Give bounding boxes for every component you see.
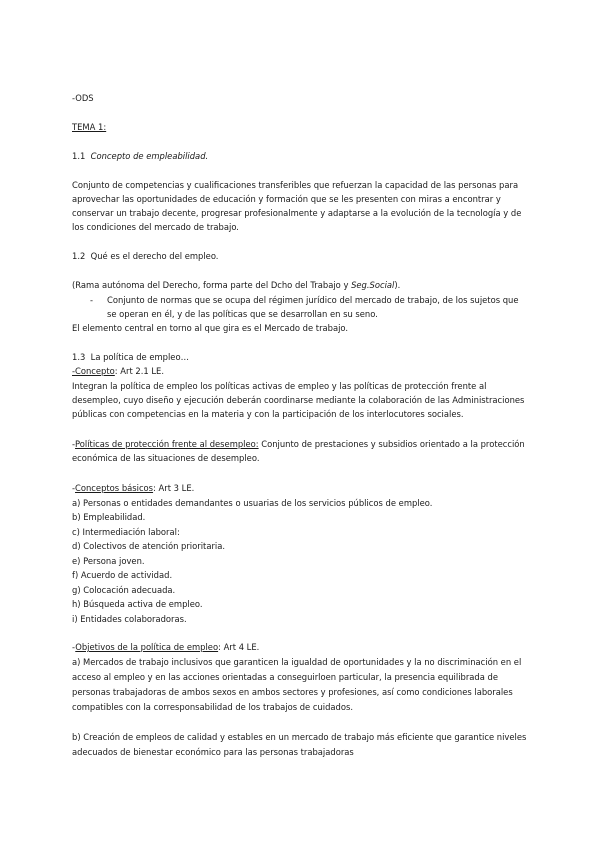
list-item: e) Persona joven. xyxy=(72,556,145,566)
text-run: : Art 4 LE. xyxy=(218,642,260,652)
heading-text: Qué es el derecho del empleo. xyxy=(90,251,219,261)
bullet-dash: - xyxy=(90,295,94,305)
concepto-line xyxy=(72,365,532,378)
list-item: c) Intermediación laboral: xyxy=(72,527,180,537)
list-item: d) Colectivos de atención prioritaria. xyxy=(72,541,226,551)
concepto-ref: : Art 2.1 LE. xyxy=(114,366,164,376)
paragraph-line: Conjunto de competencias y cualificaciones transferibles que refuerzan la capacidad de las personas para xyxy=(72,180,519,190)
paragraph-line: conservar un trabajo decente, progresar profesionalmente y adaptarse a la evolución de la tecnología y de xyxy=(72,208,522,218)
text-run: (Rama autónoma del Derecho, forma parte del Dcho del Trabajo y xyxy=(72,280,352,290)
heading-1-2 xyxy=(72,250,532,263)
text-run: - xyxy=(72,439,76,449)
paragraph-line: El elemento central en torno al que gira es el Mercado de trabajo. xyxy=(72,323,349,333)
heading-text: Concepto de empleabilidad. xyxy=(90,151,209,161)
list-item: g) Colocación adecuada. xyxy=(72,585,176,595)
bullet-line: Conjunto de normas que se ocupa del régimen jurídico del mercado de trabajo, de los sujetos que xyxy=(107,295,519,305)
conceptos-basicos-line xyxy=(72,482,532,495)
paragraph-line xyxy=(72,279,532,292)
objetivos-line xyxy=(72,641,532,654)
text-run: - xyxy=(72,483,76,493)
heading-number: 1.1 xyxy=(72,151,86,161)
paragraph-line: acceso al empleo y en las acciones orientadas a conseguirloen particular, la presencia equilibrada de xyxy=(72,672,498,682)
text-run: - xyxy=(72,642,76,652)
paragraph-line: desempleo, cuyo diseño y ejecución deberán coordinarse mediante la colaboración de las Administraciones xyxy=(72,395,525,405)
ods-label: -ODS xyxy=(72,93,94,103)
list-item: i) Entidades colaboradoras. xyxy=(72,614,187,624)
list-item: h) Búsqueda activa de empleo. xyxy=(72,599,203,609)
text-run: ). xyxy=(394,280,401,290)
paragraph-line: aprovechar las oportunidades de educación y formación que se les presenten con miras a encontrar y xyxy=(72,194,501,204)
text-run: : Art 3 LE. xyxy=(153,483,195,493)
heading-1-1 xyxy=(72,150,532,163)
concepto-label: -Concepto xyxy=(72,366,115,376)
proteccion-line xyxy=(72,438,532,451)
heading-text: La política de empleo… xyxy=(90,352,189,362)
list-item: a) Personas o entidades demandantes o usuarias de los servicios públicos de empleo. xyxy=(72,498,433,508)
heading-number: 1.2 xyxy=(72,251,86,261)
list-item: f) Acuerdo de actividad. xyxy=(72,570,173,580)
paragraph-line: adecuados de bienestar económico para las personas trabajadoras xyxy=(72,747,354,757)
bullet-line: se operan en él, y de las políticas que se desarrollan en su seno. xyxy=(107,309,378,319)
heading-1-3 xyxy=(72,351,532,364)
proteccion-label: Políticas de protección frente al desempleo: xyxy=(75,439,259,449)
paragraph-line: públicas con competencias en la materia y con la participación de los interlocutores sociales. xyxy=(72,409,464,419)
paragraph-line: Integran la política de empleo los políticas activas de empleo y las políticas de protección frente al xyxy=(72,381,487,391)
text-run: Conjunto de prestaciones y subsidios orientado a la protección xyxy=(258,439,525,449)
conceptos-basicos-label: Conceptos básicos xyxy=(75,483,154,493)
paragraph-line: compatibles con la corresponsabilidad de los trabajos de cuidados. xyxy=(72,702,354,712)
paragraph-line: económica de las situaciones de desempleo. xyxy=(72,453,260,463)
tema-title: TEMA 1: xyxy=(72,122,107,132)
paragraph-line: b) Creación de empleos de calidad y estables en un mercado de trabajo más eficiente que garantice niveles xyxy=(72,732,527,742)
paragraph-line: personas trabajadoras de ambos sexos en ambos sectores y profesiones, así como condiciones laborales xyxy=(72,687,513,697)
objetivos-label: Objetivos de la política de empleo xyxy=(75,642,219,652)
paragraph-line: los condiciones del mercado de trabajo. xyxy=(72,222,239,232)
text-run-italic: Seg.Social xyxy=(351,280,395,290)
list-item: b) Empleabilidad. xyxy=(72,512,146,522)
paragraph-line: a) Mercados de trabajo inclusivos que garanticen la igualdad de oportunidades y la no discriminación en el xyxy=(72,657,522,667)
heading-number: 1.3 xyxy=(72,352,86,362)
